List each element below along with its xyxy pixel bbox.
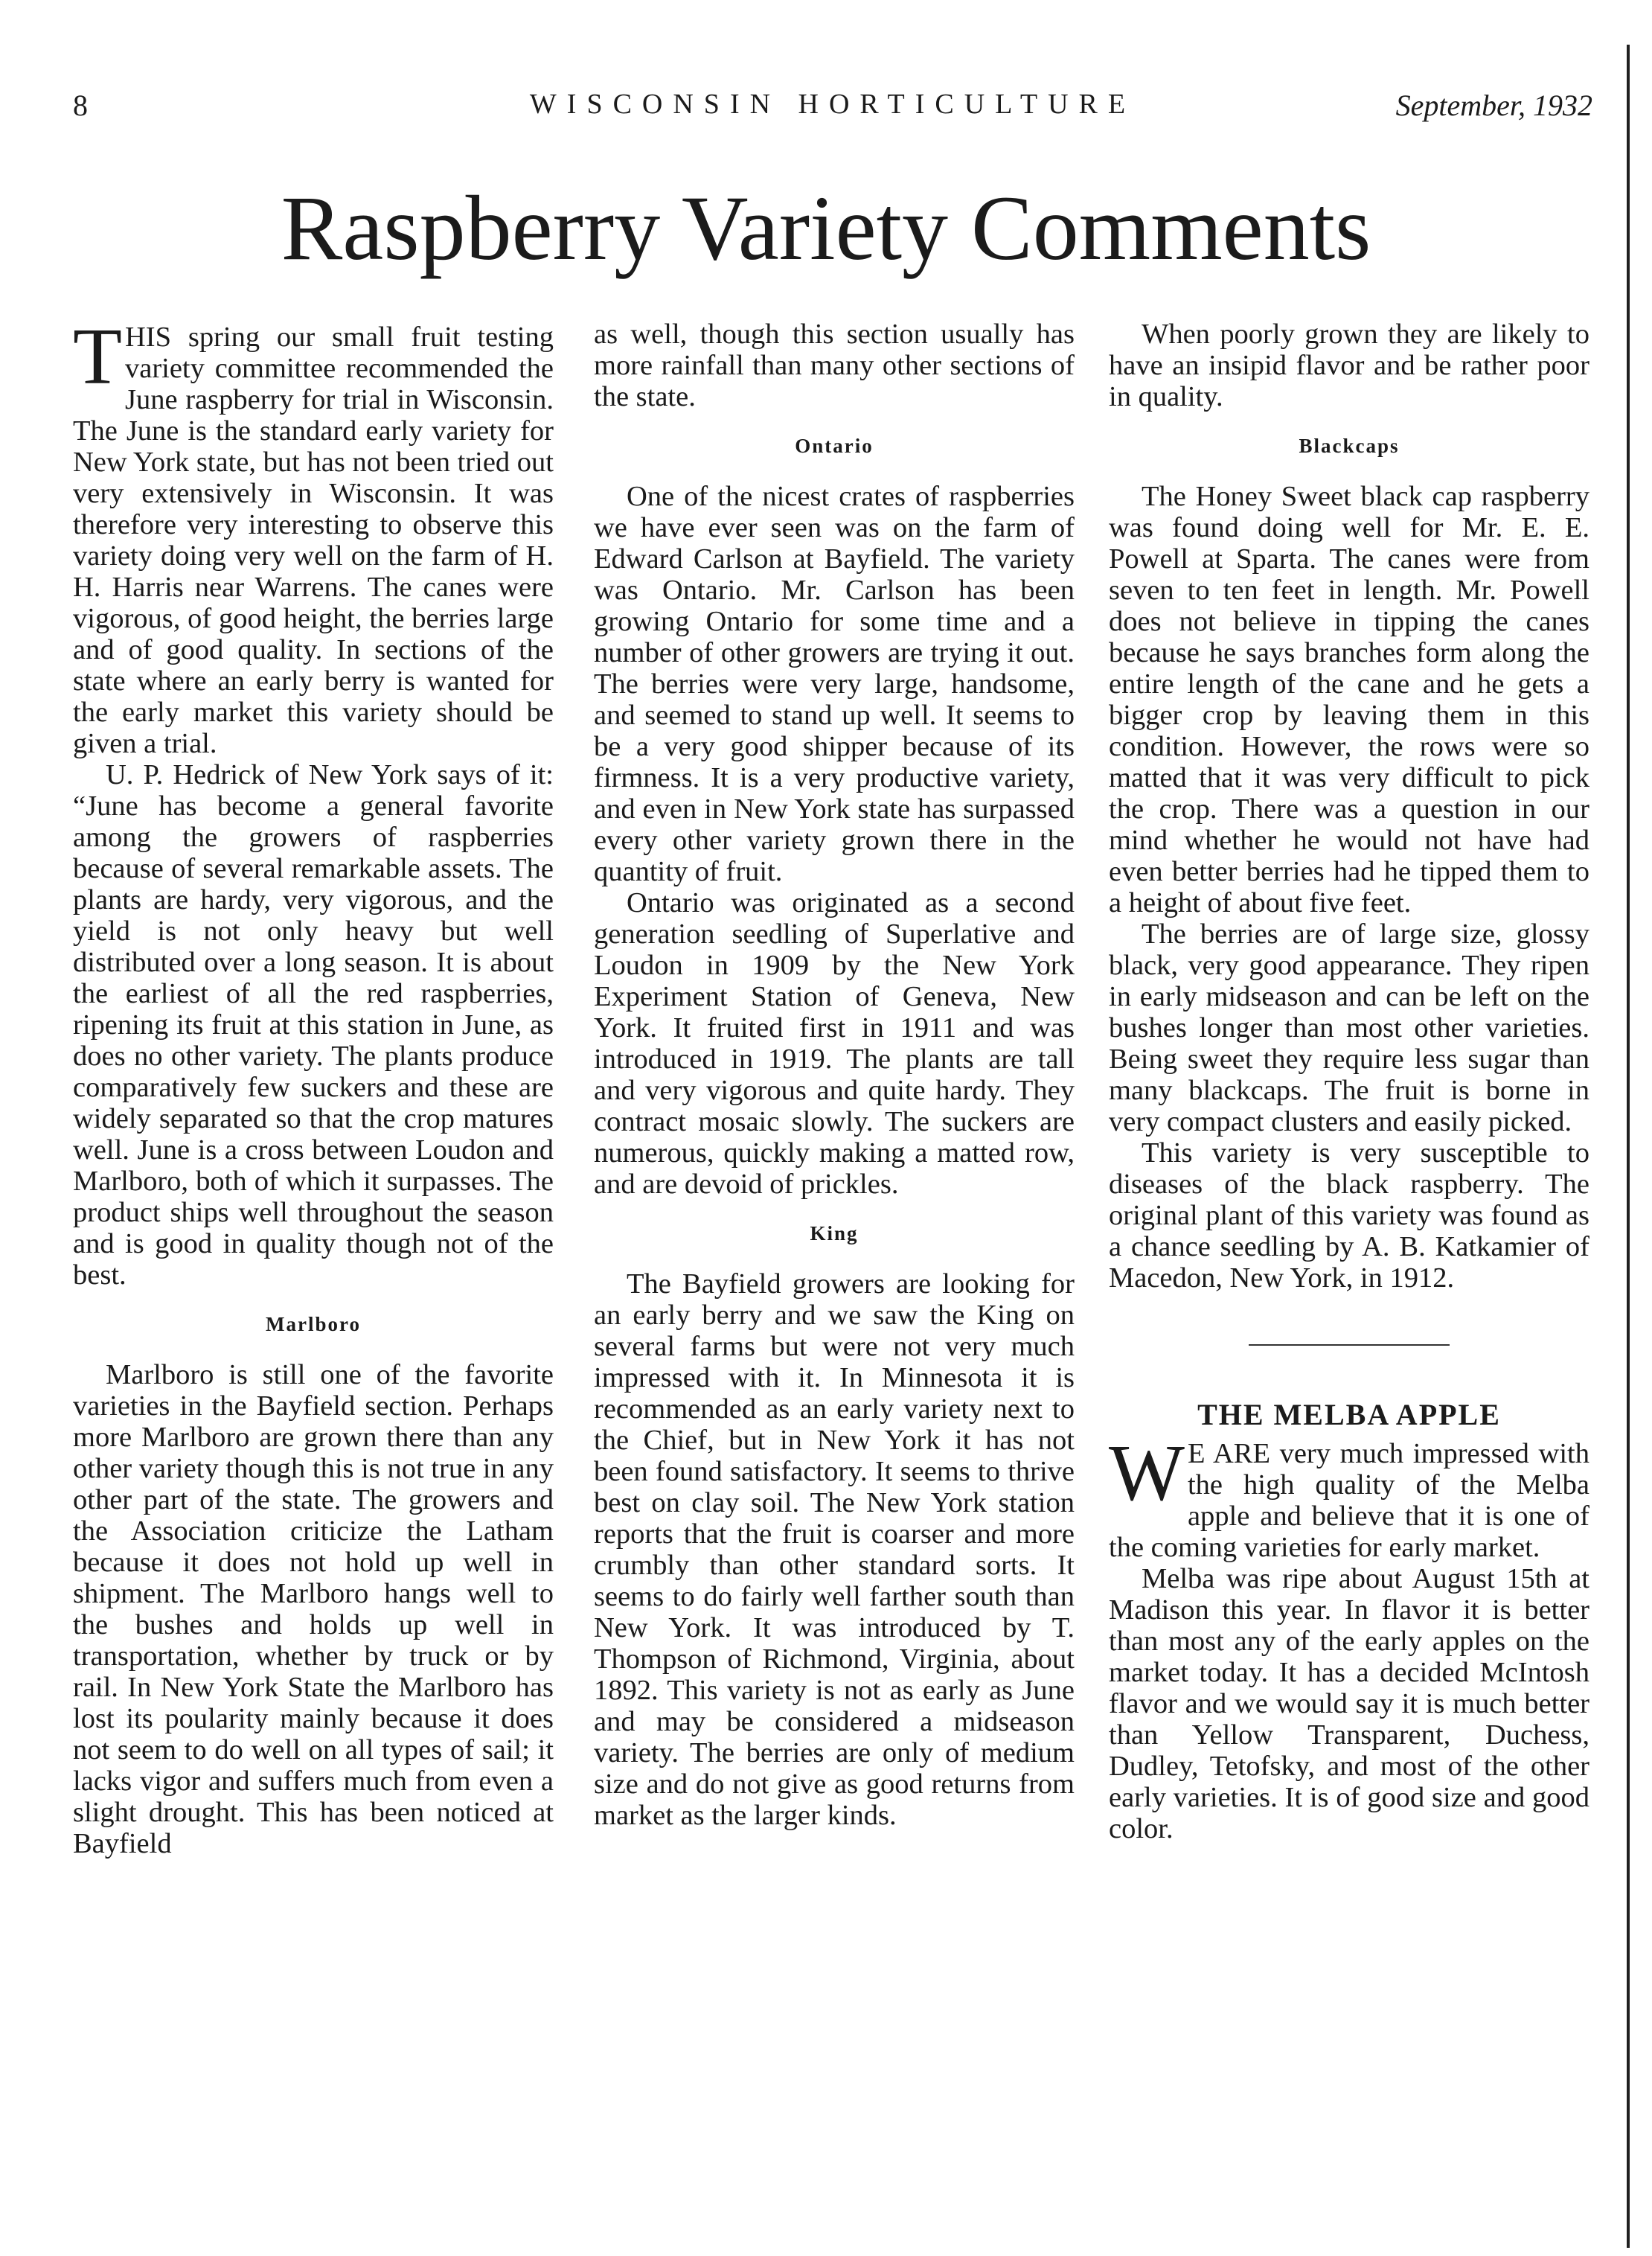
paragraph (1109, 1429, 1589, 1563)
paragraph: Marlboro is still one of the favorite varieties in the Bayfield section. Perhaps more Marlboro are grown there than any other variety though this is not true in any other part of the state. The growers and the Association criticize the Latham because it does not hold up well in shipment. The Marlboro hangs well to the bushes and holds up well in transportation, whether by truck or by rail. In New York State the Marlboro has lost its poularity mainly because it does not seem to do well on all types of sail; it lacks vigor and suffers much from even a slight drought. This has been noticed at Bayfield (73, 1359, 554, 1859)
paragraph: U. P. Hedrick of New York says of it: “June has become a general favorite among the growers of raspberries because of several remarkable assets. The plants are hardy, very vigorous, and the yield is not only heavy but well distributed over a long season. It is about the earliest of all the red raspberries, ripening its fruit at this station in June, as does no other variety. The plants produce comparatively few suckers and these are widely separated so that the crop matures well. June is a cross between Loudon and Marlboro, both of which it surpasses. The product ships well throughout the season and is good in quality though not of the best. (73, 759, 554, 1291)
page-header (73, 88, 1592, 132)
subheading-blackcaps: Blackcaps (1299, 435, 1400, 457)
paragraph: This variety is very susceptible to diseases of the black raspberry. The original plant of this variety was found as a chance seedling by A. B. Katkamier of Macedon, New York, in 1912. (1109, 1137, 1589, 1294)
issue-date: September, 1932 (1395, 89, 1592, 122)
paragraph: Ontario was originated as a second generation seedling of Superlative and Loudon in 1909 by the New York Experiment Station of Geneva, New York. It fruited first in 1911 and was introduced in 1919. The plants are tall and very vigorous and quite hardy. They contract mosaic slowly. The suckers are numerous, quickly making a matted row, and are devoid of prickles. (594, 887, 1075, 1200)
drop-cap: W (1109, 1429, 1185, 1518)
column-3 (1109, 319, 1589, 1844)
paragraph: When poorly grown they are likely to have an insipid flavor and be rather poor in quality. (1109, 319, 1589, 412)
subheading-ontario: Ontario (795, 435, 874, 457)
paragraph: The berries are of large size, glossy black, very good appearance. They ripen in early midseason and can be left on the bushes longer than most other varieties. Being sweet they require less sugar than many blackcaps. The fruit is borne in very compact clusters and easily picked. (1109, 918, 1589, 1137)
paragraph: Melba was ripe about August 15th at Madison this year. In flavor it is better than most any of the early apples on the market today. It has a decided McIntosh flavor and we would say it is much better than Yellow Transparent, Duchess, Dudley, Tetofsky, and most of the other early varieties. It is of good size and good color. (1109, 1563, 1589, 1844)
paragraph: The Bayfield growers are looking for an early berry and we saw the King on several farms but were not very much impressed with it. In Minnesota it is recommended as an early variety next to the Chief, but in New York it has not been found satisfactory. It seems to thrive best on clay soil. The New York station reports that the fruit is coarser and more crumbly than other standard sorts. It seems to do fairly well farther south than New York. It was introduced by T. Thompson of Richmond, Virginia, about 1892. This variety is not as early as June and may be considered a midseason variety. The berries are only of medium size and do not give as good returns from market as the larger kinds. (594, 1268, 1075, 1831)
article-title: Raspberry Variety Comments (281, 177, 1371, 279)
column-1 (73, 313, 554, 1859)
paragraph: The Honey Sweet black cap raspberry was found doing well for Mr. E. E. Powell at Sparta. The canes were from seven to ten feet in length. Mr. Powell does not believe in tipping the canes because he says branches form along the entire length of the cane and he gets a bigger crop by leaving them in this condition. However, the rows were so matted that it was very difficult to pick the crop. There was a question in our mind whether he would not have had even better berries had he tipped them to a height of about five feet. (1109, 481, 1589, 918)
melba-apple-heading: THE MELBA APPLE (1197, 1398, 1501, 1431)
page-edge-shadow (1627, 45, 1630, 2248)
page-number: 8 (73, 89, 88, 122)
column-2 (594, 319, 1075, 1831)
paragraph-text: E ARE very much impressed with the high quality of the Melba apple and believe that it is one of the coming varieties for early market. (1109, 1438, 1589, 1563)
journal-name: WISCONSIN HORTICULTURE (529, 89, 1136, 120)
paragraph-text: HIS spring our small fruit testing variety committee recommended the June raspberry for trial in Wisconsin. The June is the standard early variety for New York state, but has not been tried out very extensively in Wisconsin. It was therefore very interesting to observe this variety doing very well on the farm of H. H. Harris near Warrens. The canes were vigorous, of good height, the berries large and of good quality. In sections of the state where an early berry is wanted for the early market this variety should be given a trial. (73, 322, 554, 759)
section-divider (1249, 1344, 1450, 1346)
paragraph: as well, though this section usually has more rainfall than many other sections of the state. (594, 319, 1075, 412)
drop-cap: T (73, 313, 122, 401)
subheading-marlboro: Marlboro (266, 1313, 361, 1335)
subheading-king: King (810, 1222, 859, 1244)
paragraph (73, 313, 554, 759)
paragraph: One of the nicest crates of raspberries we have ever seen was on the farm of Edward Carlson at Bayfield. The variety was Ontario. Mr. Carlson has been growing Ontario for some time and a number of other growers are trying it out. The berries were very large, handsome, and seemed to stand up well. It seems to be a very good shipper because of its firmness. It is a very productive variety, and even in New York state has surpassed every other variety grown there in the quantity of fruit. (594, 481, 1075, 887)
